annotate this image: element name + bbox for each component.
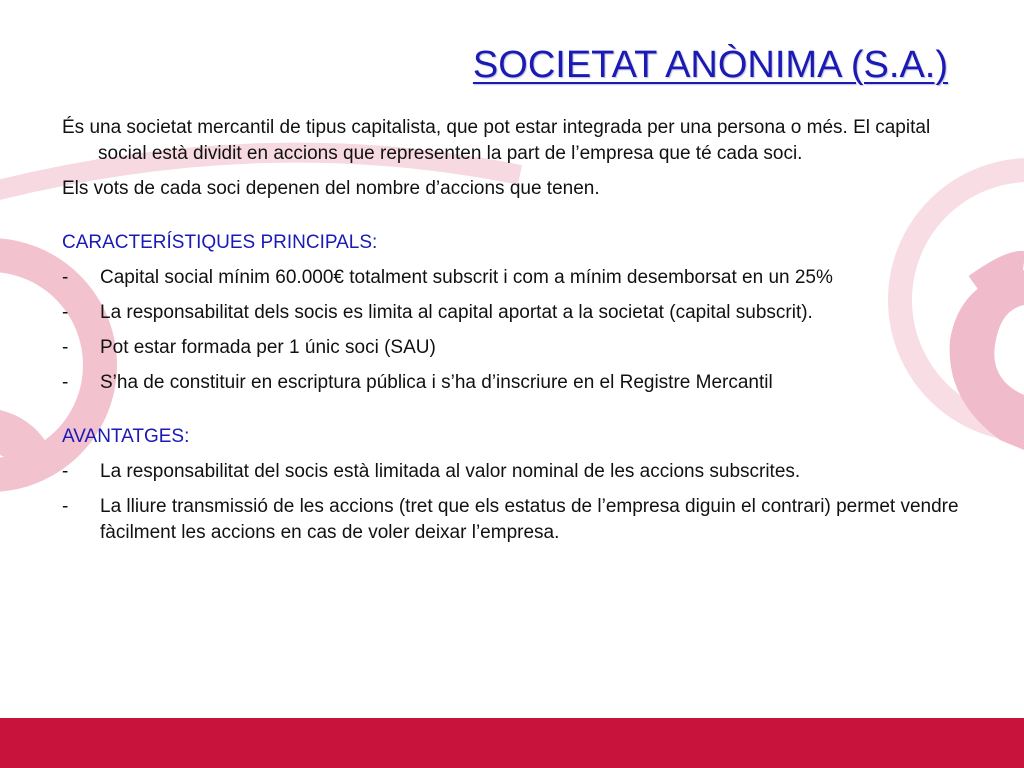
list-item [62, 300, 962, 326]
spacer [62, 405, 962, 424]
list-item-text: S’ha de constituir en escriptura pública i s’ha d’inscriure en el Registre Mercantil [100, 372, 773, 393]
footer-bar [0, 718, 1024, 768]
bullet-dash: - [62, 337, 69, 358]
list-item-text: La lliure transmissió de les accions (tret que els estatus de l’empresa diguin el contrari) permet vendre fàcilment les accions en cas de voler deixar l’empresa. [100, 496, 959, 543]
section-heading-characteristics: CARACTERÍSTIQUES PRINCIPALS: [62, 232, 378, 253]
bullet-dash: - [62, 302, 69, 323]
slide-content [62, 115, 962, 555]
bullet-dash: - [62, 372, 69, 393]
bullet-dash: - [62, 267, 69, 288]
list-item [62, 335, 962, 361]
votes-paragraph: Els vots de cada soci depenen del nombre d’accions que tenen. [62, 178, 600, 199]
section-heading-advantages: AVANTATGES: [62, 426, 190, 447]
list-item-text: La responsabilitat dels socis es limita al capital aportat a la societat (capital subscrit). [100, 302, 813, 323]
list-item [62, 459, 962, 485]
list-item [62, 494, 962, 546]
list-item [62, 265, 962, 291]
intro-paragraph: És una societat mercantil de tipus capitalista, que pot estar integrada per una persona o més. El capital social està dividit en accions que representen la part de l’empresa que té cada soci. [62, 117, 931, 164]
bullet-dash: - [62, 461, 69, 482]
list-item-text: Capital social mínim 60.000€ totalment subscrit i com a mínim desemborsat en un 25% [100, 267, 833, 288]
list-item [62, 370, 962, 396]
decor-blob-left [0, 410, 55, 464]
list-item-text: Pot estar formada per 1 únic soci (SAU) [100, 337, 436, 358]
bullet-dash: - [62, 496, 69, 517]
slide-title: SOCIETAT ANÒNIMA (S.A.) [472, 44, 948, 86]
list-item-text: La responsabilitat del socis està limitada al valor nominal de les accions subscrites. [100, 461, 801, 482]
spacer [62, 211, 962, 230]
